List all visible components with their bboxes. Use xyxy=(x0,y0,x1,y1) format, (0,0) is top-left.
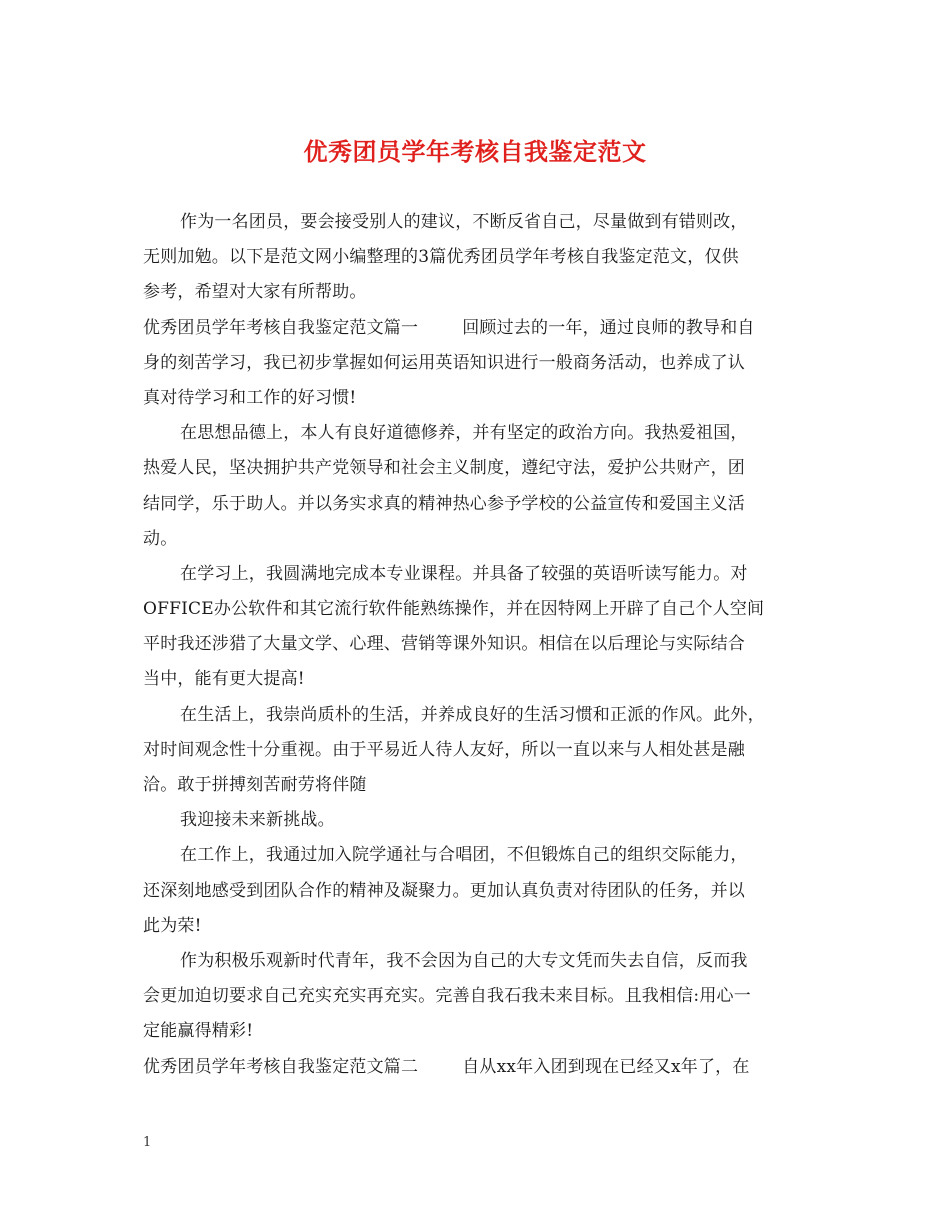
line-text: 真对待学习和工作的好习惯! xyxy=(143,387,357,408)
body-line xyxy=(143,874,813,909)
body-line xyxy=(143,275,813,310)
body-line xyxy=(143,698,813,733)
body-line xyxy=(143,803,813,838)
body-line xyxy=(143,662,813,697)
body-line xyxy=(143,346,813,381)
page-number: 1 xyxy=(143,1135,152,1150)
body-line xyxy=(143,944,813,979)
line-text: 我迎接未来新挑战。 xyxy=(180,810,335,831)
document-body xyxy=(143,205,813,1085)
body-line xyxy=(143,979,813,1014)
body-line xyxy=(143,381,813,416)
line-text: OFFICE办公软件和其它流行软件能熟练操作，并在因特网上开辟了自己个人空间 xyxy=(143,599,765,620)
line-text: 洽。敢于拼搏刻苦耐劳将伴随 xyxy=(143,775,367,795)
line-text: 回顾过去的一年，通过良师的教导和自 xyxy=(462,317,755,338)
body-line xyxy=(143,487,813,522)
line-text: 此为荣! xyxy=(143,915,202,936)
line-text: 在学习上，我圆满地完成本专业课程。并具备了较强的英语听读写能力。对 xyxy=(180,563,748,584)
body-line xyxy=(143,768,813,803)
line-text: 对时间观念性十分重视。由于平易近人待人友好，所以一直以来与人相处甚是融 xyxy=(143,739,745,760)
line-text: 在思想品德上，本人有良好道德修养，并有坚定的政治方向。我热爱祖国， xyxy=(180,423,748,444)
line-text: 在生活上，我崇尚质朴的生活，并养成良好的生活习惯和正派的作风。此外， xyxy=(180,704,765,725)
line-text: 当中，能有更大提高! xyxy=(143,669,305,690)
line-text: 热爱人民，坚决拥护共产党领导和社会主义制度，遵纪守法，爱护公共财产，团 xyxy=(143,458,745,479)
body-line xyxy=(143,733,813,768)
line-text: 自从xx年入团到现在已经又x年了，在 xyxy=(462,1056,750,1077)
line-text: 在工作上，我通过加入院学通社与合唱团，不但锻炼自己的组织交际能力， xyxy=(180,845,748,866)
section-heading-line xyxy=(143,1050,813,1085)
line-text: 结同学，乐于助人。并以务实求真的精神热心参予学校的公益宣传和爱国主义活 xyxy=(143,493,745,514)
line-text: 作为一名团员，要会接受别人的建议，不断反省自己，尽量做到有错则改， xyxy=(180,212,748,232)
section-heading-line xyxy=(143,311,813,346)
body-line xyxy=(143,909,813,944)
line-text: 会更加迫切要求自己充实充实再充实。完善自我石我未来目标。且我相信:用心一 xyxy=(143,986,751,1007)
line-text: 作为积极乐观新时代青年，我不会因为自己的大专文凭而失去自信，反而我 xyxy=(180,950,748,971)
body-line xyxy=(143,557,813,592)
body-line xyxy=(143,522,813,557)
line-text: 身的刻苦学习，我已初步掌握如何运用英语知识进行一般商务活动，也养成了认 xyxy=(143,352,745,373)
body-line xyxy=(143,451,813,486)
line-text: 平时我还涉猎了大量文学、心理、营销等课外知识。相信在以后理论与实际结合 xyxy=(143,634,745,655)
body-line xyxy=(143,627,813,662)
body-line xyxy=(143,838,813,873)
body-line xyxy=(143,240,813,275)
body-line xyxy=(143,592,813,627)
section-heading: 优秀团员学年考核自我鉴定范文篇一 xyxy=(143,317,419,338)
line-text: 无则加勉。以下是范文网小编整理的3篇优秀团员学年考核自我鉴定范文，仅供 xyxy=(143,247,739,268)
body-line xyxy=(143,416,813,451)
line-text: 参考，希望对大家有所帮助。 xyxy=(143,282,367,303)
section-heading: 优秀团员学年考核自我鉴定范文篇二 xyxy=(143,1056,419,1077)
body-line xyxy=(143,205,813,240)
line-text: 动。 xyxy=(143,528,178,549)
document-title: 优秀团员学年考核自我鉴定范文 xyxy=(303,138,647,166)
line-text: 定能赢得精彩! xyxy=(143,1021,254,1042)
line-text: 还深刻地感受到团队合作的精神及凝聚力。更加认真负责对待团队的任务，并以 xyxy=(143,880,745,901)
body-line xyxy=(143,1014,813,1049)
